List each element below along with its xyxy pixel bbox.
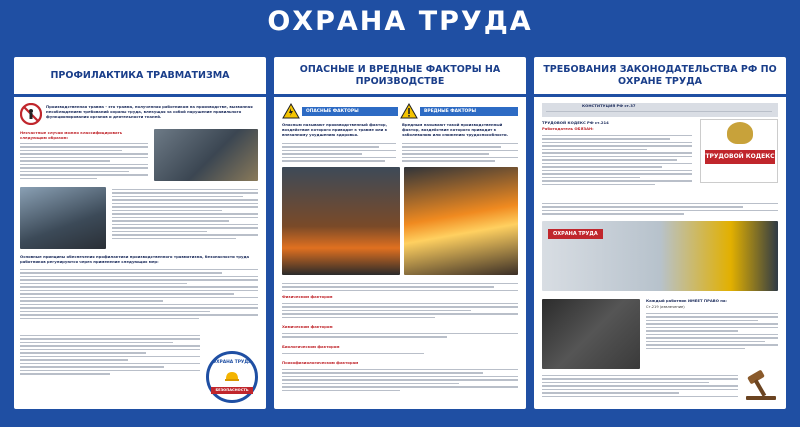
prohibition-sign-icon [20, 103, 42, 125]
hazardous-definition: Опасным называют производственный фактор, воздействие которого приводит к травме или к внезапному ухудшению здоровья. [282, 122, 388, 137]
section-classification: Несчастные случаи можно классифицировать следующим образом: [20, 130, 123, 140]
book-title: ТРУДОВОЙ КОДЕКС [705, 150, 775, 164]
text-block [282, 369, 518, 393]
panel-injury-prevention [14, 57, 266, 409]
intro-text: Производственная травма - это травма, полученная работником на производстве, вызванная несоблюдением требований охраны труда, влекущая за собой нарушение правильного функционирования органов и деятельности тканей. [46, 104, 253, 119]
panel-hazard-factors [274, 57, 526, 409]
worker-injury-photo [154, 129, 258, 181]
text-block [542, 375, 738, 399]
employer-obligations-label: Работодатель ОБЯЗАН: [542, 126, 594, 131]
harmful-definition: Вредным называют такой производственный фактор, воздействие которого приводит к заболеванию или снижению трудоспособности. [402, 122, 509, 137]
text-block [282, 143, 396, 164]
poster-title: ОХРАНА ТРУДА [267, 6, 533, 37]
text-block [112, 189, 258, 241]
labor-code-book [700, 119, 778, 183]
worker-rights-label: Каждый работник ИМЕЕТ ПРАВО на: [646, 298, 727, 303]
text-block [402, 143, 518, 164]
tab-harmful-factors: ВРЕДНЫЕ ФАКТОРЫ [420, 107, 518, 116]
text-block [282, 283, 518, 293]
firefighters-photo [282, 167, 400, 275]
biological-factor-label: Биологическим фактором [282, 344, 340, 349]
employment-book-photo [542, 299, 640, 369]
badge-top-text: ОХРАНА ТРУДА [212, 360, 252, 365]
chemical-factor-label: Химическим фактором [282, 324, 333, 329]
coat-of-arms-icon [727, 122, 753, 144]
banner-label: ОХРАНА ТРУДА [548, 229, 603, 239]
text-block [542, 203, 778, 217]
badge-bottom-text: БЕЗОПАСНОСТЬ [211, 387, 253, 394]
text-block [282, 333, 518, 340]
constitution-label: КОНСТИТУЦИЯ РФ ст.37 [582, 103, 636, 108]
text-block [646, 313, 778, 351]
text-block [20, 143, 148, 181]
warning-hazard-icon [400, 103, 418, 119]
physical-factor-label: Физическим фактором [282, 294, 333, 299]
hard-hat-icon [224, 368, 240, 384]
worker-rights-ref: Ст.219 (извлечение) [646, 305, 685, 309]
section-principles: Основные принципы обеспечения профилактики производственного травматизма, безопасности труда работников регулируются через применение следующих мер: [20, 254, 250, 264]
psychophysiological-factor-label: Психофизиологическим факторам [282, 360, 359, 365]
power-line-photo [20, 187, 106, 249]
text-block [20, 335, 200, 377]
constitution-box [542, 103, 778, 117]
warning-electric-icon [282, 103, 300, 119]
panel-heading: ПРОФИЛАКТИКА ТРАВМАТИЗМА [14, 57, 266, 97]
tab-hazardous-factors: ОПАСНЫЕ ФАКТОРЫ [302, 107, 398, 116]
labor-code-label: ТРУДОВОЙ КОДЕКС РФ ст.214 [542, 120, 609, 125]
text-block [542, 135, 692, 187]
safety-badge [206, 351, 258, 403]
safety-banner-photo [542, 221, 778, 291]
text-block [20, 269, 258, 321]
panel-legislation [534, 57, 786, 409]
text-block [282, 303, 518, 320]
panel-heading: ТРЕБОВАНИЯ ЗАКОНОДАТЕЛЬСТВА РФ ПО ОХРАНЕ ТРУДА [534, 57, 786, 97]
panel-heading: ОПАСНЫЕ И ВРЕДНЫЕ ФАКТОРЫ НА ПРОИЗВОДСТВЕ [274, 57, 526, 97]
text-block [282, 353, 518, 356]
gavel-icon [744, 369, 778, 401]
fire-photo [404, 167, 518, 275]
text-block [546, 111, 772, 114]
